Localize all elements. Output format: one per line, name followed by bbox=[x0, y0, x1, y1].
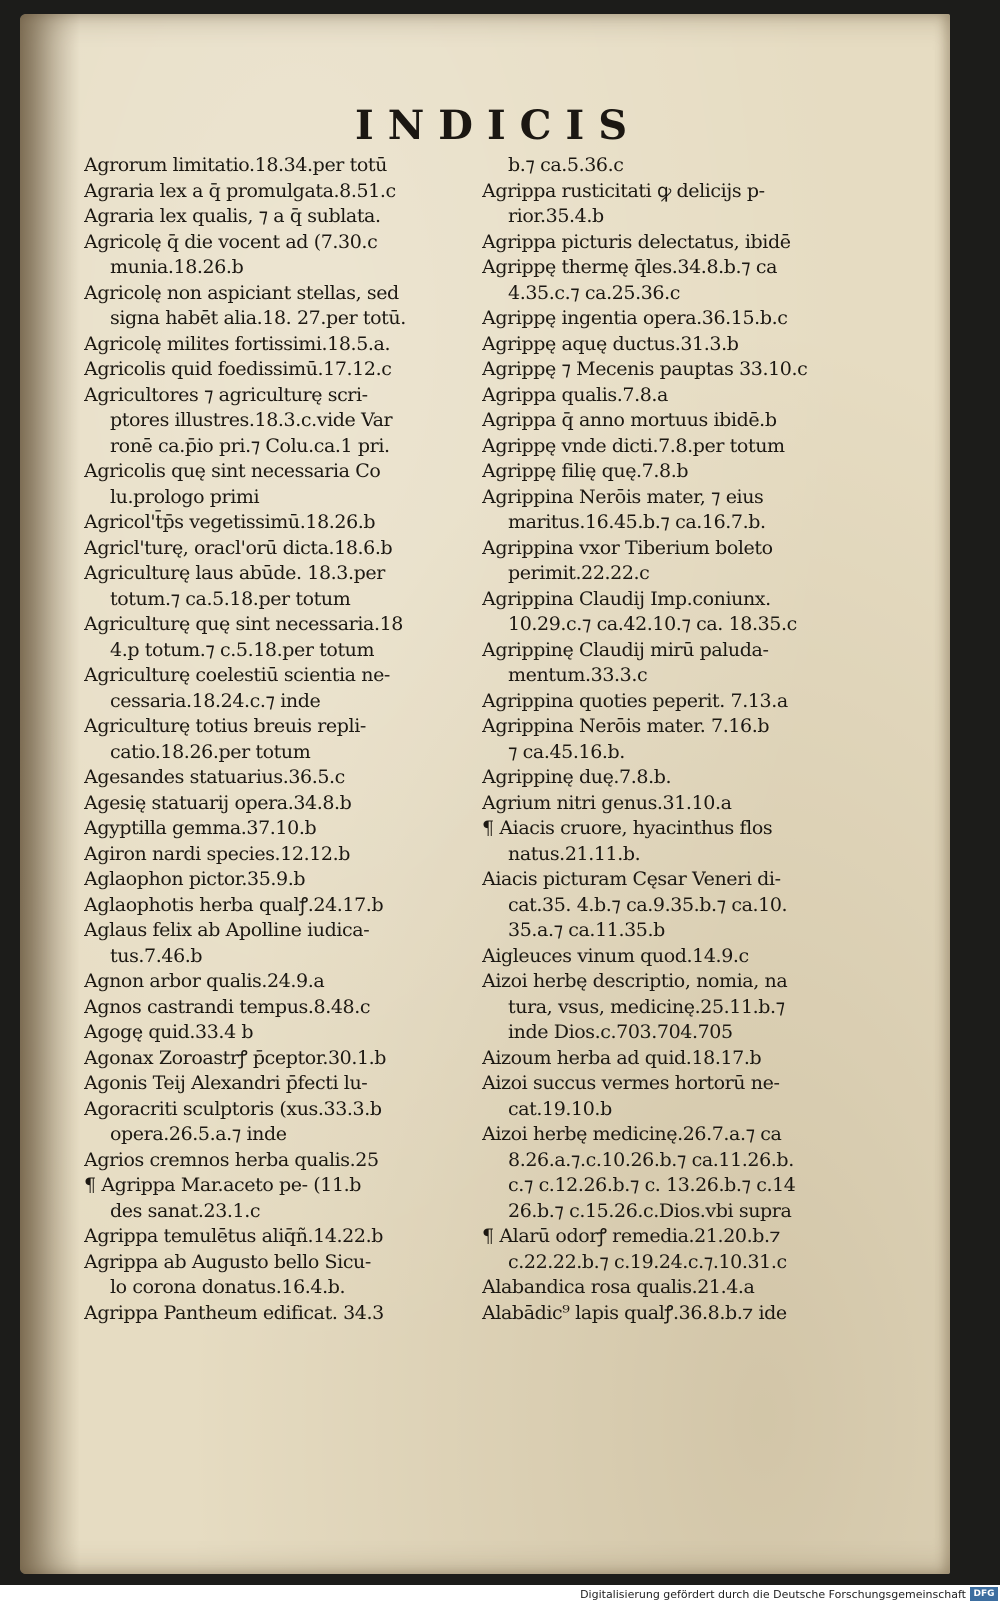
index-entry-line: perimit.22.22.c bbox=[508, 562, 650, 584]
index-entry-line: c.⁊ c.12.26.b.⁊ c. 13.26.b.⁊ c.14 bbox=[508, 1174, 796, 1196]
index-entry-line: 35.a.⁊ ca.11.35.b bbox=[508, 919, 665, 941]
index-entry-line: Agrippę aquę ductus.31.3.b bbox=[482, 332, 739, 355]
running-head: INDICIS bbox=[355, 102, 642, 149]
index-entry-line: Aizoum herba ad quid.18.17.b bbox=[482, 1046, 762, 1069]
index-entry-line: Agrippina quoties peperit. 7.13.a bbox=[482, 689, 788, 712]
index-entry-line: Agrippa ab Augusto bello Sicu- bbox=[84, 1250, 371, 1273]
index-entry-line: Agrios cremnos herba qualis.25 bbox=[84, 1148, 379, 1171]
index-entry-line: Agoracriti sculptoris (xus.33.3.b bbox=[84, 1097, 382, 1120]
index-entry-line: ¶ Aiacis cruore, hyacinthus flos bbox=[482, 817, 773, 839]
index-entry-line: Agrippina Nerōis mater, ⁊ eius bbox=[482, 485, 764, 508]
index-entry-line: Agriculturę laus abūde. 18.3.per bbox=[84, 562, 385, 584]
index-entry-line: Agrippinę Claudij mirū paluda- bbox=[482, 638, 769, 661]
index-entry-line: ⁊ ca.45.16.b. bbox=[508, 740, 625, 763]
index-entry-line: Aglaophon pictor.35.9.b bbox=[84, 868, 306, 890]
index-entry-line: Agrippę thermę q̄les.34.8.b.⁊ ca bbox=[482, 256, 778, 278]
index-entry-line: Agrippina Claudij Imp.coniunx. bbox=[482, 587, 771, 610]
index-entry-line: Agricolę non aspiciant stellas, sed bbox=[84, 281, 399, 304]
index-entry-line: tus.7.46.b bbox=[110, 944, 203, 967]
index-entry-line: lu.prologo primi bbox=[110, 485, 260, 508]
index-entry-line: Agonax Zoroastrꝭ p̄ceptor.30.1.b bbox=[84, 1046, 387, 1069]
index-entry-line: Agesandes statuarius.36.5.c bbox=[84, 766, 345, 788]
index-entry-line: Agriculturę quę sint necessaria.18 bbox=[84, 613, 403, 635]
index-entry-line: Agesię statuarij opera.34.8.b bbox=[84, 791, 352, 814]
index-entry-line: ronē ca.p̄io pri.⁊ Colu.ca.1 pri. bbox=[110, 434, 390, 457]
index-entry-line: rior.35.4.b bbox=[508, 205, 604, 227]
index-entry-line: Agrippinę duę.7.8.b. bbox=[482, 766, 672, 788]
index-entry-line: c.22.22.b.⁊ c.19.24.c.⁊.10.31.c bbox=[508, 1250, 787, 1273]
index-entry-line: maritus.16.45.b.⁊ ca.16.7.b. bbox=[508, 511, 766, 533]
index-entry-line: inde Dios.c.703.704.705 bbox=[508, 1021, 733, 1043]
digitization-credit: Digitalisierung gefördert durch die Deutsche Forschungsgemeinschaft bbox=[580, 1588, 966, 1601]
index-entry-line: Agiron nardi species.12.12.b bbox=[84, 842, 350, 865]
index-entry-line: Agrorum limitatio.18.34.per totū bbox=[84, 154, 387, 176]
index-entry-line: lo corona donatus.16.4.b. bbox=[110, 1276, 346, 1298]
index-entry-line: ¶ Agrippa Mar.aceto pe- (11.b bbox=[84, 1174, 362, 1196]
index-entry-line: munia.18.26.b bbox=[110, 256, 244, 278]
index-entry-line: Agraria lex qualis, ⁊ a q̄ sublata. bbox=[84, 205, 381, 227]
index-entry-line: Agrippę ⁊ Mecenis pauptas 33.10.c bbox=[482, 358, 808, 380]
index-entry-line: Aigleuces vinum quod.14.9.c bbox=[482, 944, 749, 967]
index-entry-line: Agraria lex a q̄ promulgata.8.51.c bbox=[84, 179, 396, 202]
index-entry-line: natus.21.11.b. bbox=[508, 842, 641, 865]
index-entry-line: Aizoi herbę medicinę.26.7.a.⁊ ca bbox=[482, 1123, 782, 1145]
index-entry-line: Alabandica rosa qualis.21.4.a bbox=[482, 1276, 755, 1298]
dfg-logo: DFG bbox=[970, 1587, 998, 1601]
index-entry-line: 8.26.a.⁊.c.10.26.b.⁊ ca.11.26.b. bbox=[508, 1148, 794, 1171]
index-entry-line: mentum.33.3.c bbox=[508, 664, 648, 686]
index-entry-line: Agrippina vxor Tiberium boleto bbox=[482, 536, 773, 559]
index-entry-line: des sanat.23.1.c bbox=[110, 1199, 261, 1222]
index-entry-line: Agrippa Pantheum edificat. 34.3 bbox=[84, 1301, 384, 1324]
index-entry-line: Agrippę vnde dicti.7.8.per totum bbox=[482, 434, 785, 457]
index-entry-line: Agogę quid.33.4 b bbox=[84, 1021, 254, 1043]
index-entry-line: Alabādic⁹ lapis qualꝭ.36.8.b.⁊ ide bbox=[482, 1301, 787, 1324]
index-entry-line: Agrippa picturis delectatus, ibidē bbox=[482, 230, 791, 253]
index-entry-line: Agricultores ⁊ agriculturę scri- bbox=[84, 383, 368, 406]
index-column-right bbox=[482, 153, 872, 1326]
index-entry-line: Agricolis quid foedissimū.17.12.c bbox=[84, 358, 392, 380]
index-entry-line: Agrippina Nerōis mater. 7.16.b bbox=[482, 715, 770, 737]
index-entry-line: Agnon arbor qualis.24.9.a bbox=[84, 970, 325, 992]
index-entry-line: 26.b.⁊ c.15.26.c.Dios.vbi supra bbox=[508, 1199, 792, 1222]
index-entry-line: Aizoi succus vermes hortorū ne- bbox=[482, 1072, 780, 1094]
index-entry-line: totum.⁊ ca.5.18.per totum bbox=[110, 587, 351, 610]
index-entry-line: Agrippa qualis.7.8.a bbox=[482, 383, 668, 406]
index-entry-line: signa habēt alia.18. 27.per totū. bbox=[110, 307, 406, 329]
index-entry-line: opera.26.5.a.⁊ inde bbox=[110, 1123, 287, 1145]
index-entry-line: cat.19.10.b bbox=[508, 1097, 612, 1120]
index-entry-line: Agrippę filię quę.7.8.b bbox=[482, 460, 689, 482]
index-entry-line: Agrippę ingentia opera.36.15.b.c bbox=[482, 307, 788, 329]
index-entry-line: 10.29.c.⁊ ca.42.10.⁊ ca. 18.35.c bbox=[508, 613, 797, 635]
index-entry-line: Aizoi herbę descriptio, nomia, na bbox=[482, 970, 788, 992]
index-entry-line: Agricol't̄p̄s vegetissimū.18.26.b bbox=[84, 511, 376, 533]
index-entry-line: Agricolis quę sint necessaria Co bbox=[84, 460, 381, 482]
index-entry-line: Aglaus felix ab Apolline iudica- bbox=[84, 919, 370, 941]
index-entry-line: tura, vsus, medicinę.25.11.b.⁊ bbox=[508, 995, 785, 1018]
index-entry-line: b.⁊ ca.5.36.c bbox=[508, 154, 624, 176]
index-entry-line: Agriculturę coelestiū scientia ne- bbox=[84, 664, 390, 686]
index-entry-line: cessaria.18.24.c.⁊ inde bbox=[110, 689, 321, 712]
index-entry-line: Agnos castrandi tempus.8.48.c bbox=[84, 995, 371, 1018]
index-entry-line: ¶ Alarū odorꝭ remedia.21.20.b.⁊ bbox=[482, 1225, 781, 1247]
spine-shadow bbox=[20, 14, 80, 1574]
index-entry-line: 4.35.c.⁊ ca.25.36.c bbox=[508, 281, 680, 304]
index-entry-line: Agrippa q̄ anno mortuus ibidē.b bbox=[482, 409, 777, 431]
index-entry-line: Agrium nitri genus.31.10.a bbox=[482, 791, 732, 814]
index-entry-line: Agricl'turę, oracl'orū dicta.18.6.b bbox=[84, 536, 393, 559]
index-entry-line: 4.p totum.⁊ c.5.18.per totum bbox=[110, 638, 375, 661]
index-entry-line: Agrippa rusticitati ꝙ delicijs p- bbox=[482, 179, 765, 202]
index-entry-line: Agricolę milites fortissimi.18.5.a. bbox=[84, 332, 391, 355]
index-entry-line: Aiacis picturam Cęsar Veneri di- bbox=[482, 868, 781, 890]
index-entry-line: catio.18.26.per totum bbox=[110, 740, 311, 763]
index-entry-line: Agyptilla gemma.37.10.b bbox=[84, 817, 317, 839]
index-entry-line: Aglaophotis herba qualꝭ.24.17.b bbox=[84, 893, 384, 916]
index-entry-line: Agrippa temulētus aliq̄ñ.14.22.b bbox=[84, 1225, 383, 1247]
index-entry-line: Agonis Teij Alexandri p̄fecti lu- bbox=[84, 1072, 368, 1094]
index-entry-line: cat.35. 4.b.⁊ ca.9.35.b.⁊ ca.10. bbox=[508, 893, 788, 916]
index-entry-line: Agriculturę totius breuis repli- bbox=[84, 715, 366, 737]
index-column-left bbox=[84, 153, 476, 1326]
index-entry-line: Agricolę q̄ die vocent ad (7.30.c bbox=[84, 230, 378, 253]
index-entry-line: ptores illustres.18.3.c.vide Var bbox=[110, 409, 393, 431]
